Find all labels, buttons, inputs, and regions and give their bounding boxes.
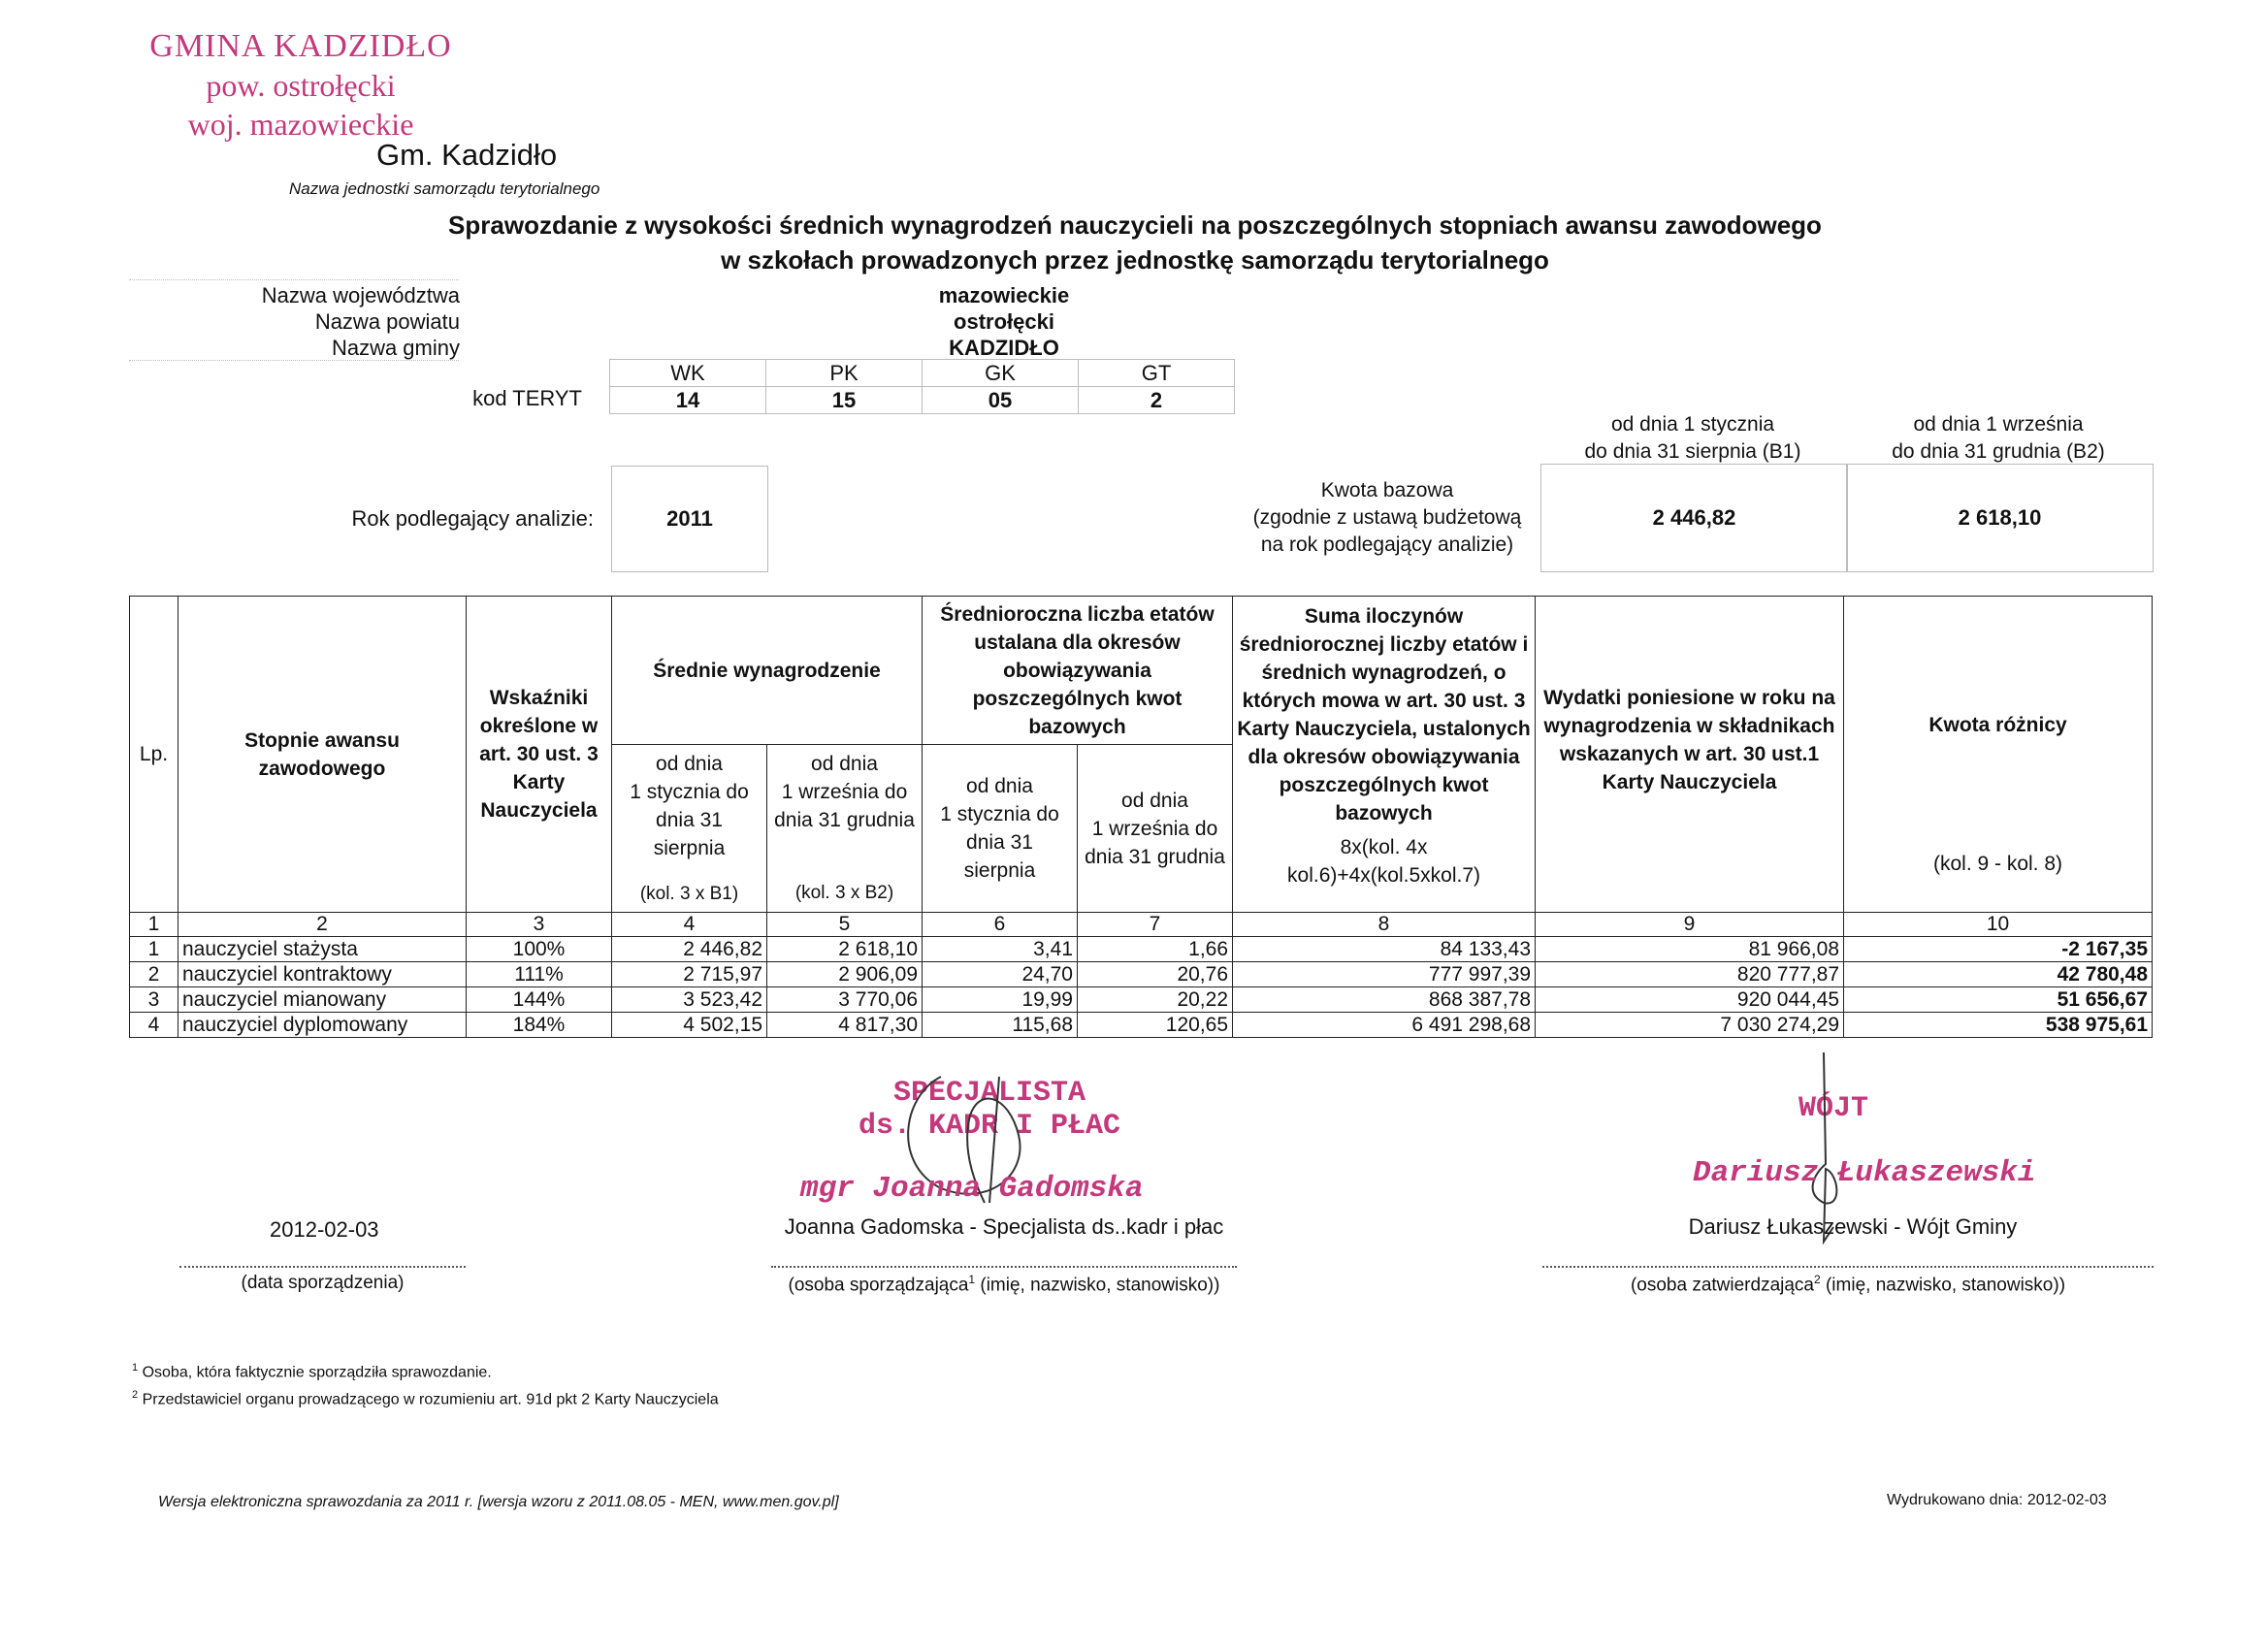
footnote-1-mark: 1 <box>132 1362 139 1374</box>
col-number: 6 <box>923 913 1078 937</box>
footnote-2 <box>132 1389 719 1408</box>
teryt-value-pk: 15 <box>766 387 923 414</box>
cell-et-b2: 1,66 <box>1078 937 1233 962</box>
cell-roznica: 538 975,61 <box>1844 1013 2153 1038</box>
cell-sr-b1: 2 446,82 <box>612 937 767 962</box>
cell-sr-b2: 4 817,30 <box>767 1013 923 1038</box>
teryt-label: kod TERYT <box>472 386 582 410</box>
cell-lp: 3 <box>130 987 178 1013</box>
preparer-caption-b: (imię, nazwisko, stanowisko)) <box>975 1275 1220 1296</box>
preparer-caption <box>747 1273 1261 1296</box>
approver-caption-sup: 2 <box>1814 1273 1821 1286</box>
kwota-bazowa-label: Kwota bazowa (zgodnie z ustawą budżetową na rok podlegający analizie) <box>1252 479 1522 556</box>
header-etaty: Średnioroczna liczba etatów ustalana dla okresów obowiązywania poszczególnych kwot bazowych <box>923 597 1233 745</box>
cell-sr-b2: 3 770,06 <box>767 987 923 1013</box>
teryt-value-gk: 05 <box>923 387 1079 414</box>
cell-wydatki: 920 044,45 <box>1536 987 1844 1013</box>
cell-et-b1: 24,70 <box>923 962 1078 987</box>
footer-version: Wersja elektroniczna sprawozdania za 2011 r. [wersja wzoru z 2011.08.05 - MEN, www.men.gov.pl] <box>158 1494 839 1510</box>
report-title <box>291 208 1979 277</box>
cell-sr-b2: 2 906,09 <box>767 962 923 987</box>
report-title-line1: Sprawozdanie z wysokości średnich wynagrodzeń nauczycieli na poszczególnych stopniach awansu zawodowego <box>448 210 1822 240</box>
pow-value: ostrołęcki <box>954 309 1054 334</box>
cell-et-b2: 20,22 <box>1078 987 1233 1013</box>
cell-suma: 777 997,39 <box>1233 962 1536 987</box>
cell-stopien: nauczyciel mianowany <box>178 987 467 1013</box>
gmina-label: Nazwa gminy <box>331 336 460 360</box>
teryt-value-gt: 2 <box>1079 387 1235 414</box>
col-number: 9 <box>1536 913 1844 937</box>
cell-stopien: nauczyciel dyplomowany <box>178 1013 467 1038</box>
column-number-row <box>130 913 2153 937</box>
cell-et-b1: 3,41 <box>923 937 1078 962</box>
date-value: 2012-02-03 <box>270 1217 379 1242</box>
header-sr-b2 <box>767 745 923 913</box>
col-number: 10 <box>1844 913 2153 937</box>
header-suma-text: Suma iloczynów średniorocznej liczby etatów i średnich wynagrodzeń, o których mowa w art. 30 ust. 3 Karty Nauczyciela, ustalonych dla okresów obowiązywania poszczególnych kwot bazowych <box>1237 605 1531 824</box>
gmina-value: KADZIDŁO <box>949 336 1059 360</box>
cell-roznica: 51 656,67 <box>1844 987 2153 1013</box>
preparer-dotted-line <box>771 1266 1237 1268</box>
approver-caption-b: (imię, nazwisko, stanowisko)) <box>1820 1275 2066 1296</box>
col-number: 5 <box>767 913 923 937</box>
gmina-stamp-line1: GMINA KADZIDŁO <box>149 28 452 64</box>
cell-wskaznik: 111% <box>467 962 612 987</box>
approver-value: Dariusz Łukaszewski - Wójt Gminy <box>1688 1214 2018 1239</box>
approver-caption-a: (osoba zatwierdzająca <box>1630 1275 1814 1296</box>
cell-lp: 1 <box>130 937 178 962</box>
teryt-header-wk: WK <box>610 360 766 387</box>
header-sr-b1-text: od dnia 1 stycznia do dnia 31 sierpnia <box>630 752 749 859</box>
cell-sr-b1: 4 502,15 <box>612 1013 767 1038</box>
preparer-caption-sup: 1 <box>968 1273 976 1286</box>
header-suma-formula: 8x(kol. 4x kol.6)+4x(kol.5xkol.7) <box>1287 836 1481 887</box>
date-caption: (data sporządzenia) <box>241 1273 405 1293</box>
header-roznica-text: Kwota różnicy <box>1928 714 2067 736</box>
header-roznica <box>1844 597 2153 913</box>
footnote-1-text: Osoba, która faktycznie sporządziła sprawozdanie. <box>138 1364 492 1381</box>
cell-sr-b1: 3 523,42 <box>612 987 767 1013</box>
salary-table <box>129 596 2153 1038</box>
cell-roznica: -2 167,35 <box>1844 937 2153 962</box>
specjalista-stamp-line2: ds. KADR I PŁAC <box>858 1110 1121 1143</box>
teryt-value-wk: 14 <box>610 387 766 414</box>
woj-value: mazowieckie <box>938 283 1070 307</box>
teryt-header-gt: GT <box>1079 360 1235 387</box>
col-number: 1 <box>130 913 178 937</box>
cell-suma: 84 133,43 <box>1233 937 1536 962</box>
date-dotted-line <box>179 1266 466 1268</box>
col-number: 4 <box>612 913 767 937</box>
header-sr-b1 <box>612 745 767 913</box>
wojt-stamp-title: WÓJT <box>1798 1092 1868 1125</box>
header-sr-b1-kol: (kol. 3 x B1) <box>639 883 739 904</box>
header-wskazniki: Wskaźniki określone w art. 30 ust. 3 Karty Nauczyciela <box>467 597 612 913</box>
cell-wydatki: 820 777,87 <box>1536 962 1844 987</box>
footnote-2-mark: 2 <box>132 1389 139 1401</box>
cell-suma: 868 387,78 <box>1233 987 1536 1013</box>
header-et-b1: od dnia 1 stycznia do dnia 31 sierpnia <box>923 745 1078 913</box>
cell-suma: 6 491 298,68 <box>1233 1013 1536 1038</box>
specjalista-stamp-line1: SPECJALISTA <box>892 1077 1086 1110</box>
wojt-stamp-name: Dariusz Łukaszewski <box>1693 1156 2036 1190</box>
cell-stopien: nauczyciel stażysta <box>178 937 467 962</box>
table-row <box>130 1013 2153 1038</box>
header-srednie: Średnie wynagrodzenie <box>612 597 923 745</box>
col-number: 3 <box>467 913 612 937</box>
header-stopnie: Stopnie awansu zawodowego <box>178 597 467 913</box>
cell-sr-b1: 2 715,97 <box>612 962 767 987</box>
year-label: Rok podlegający analizie: <box>351 506 594 531</box>
table-row <box>130 962 2153 987</box>
gmina-stamp <box>126 27 475 144</box>
header-suma <box>1233 597 1536 913</box>
preparer-value: Joanna Gadomska - Specjalista ds..kadr i płac <box>784 1214 1224 1239</box>
unit-caption: Nazwa jednostki samorządu terytorialnego <box>289 179 600 198</box>
teryt-header-gk: GK <box>923 360 1079 387</box>
cell-stopien: nauczyciel kontraktowy <box>178 962 467 987</box>
unit-name: Gm. Kadzidło <box>376 138 558 172</box>
cell-wskaznik: 144% <box>467 987 612 1013</box>
pow-label: Nazwa powiatu <box>314 309 460 334</box>
cell-sr-b2: 2 618,10 <box>767 937 923 962</box>
kwota-b2-value: 2 618,10 <box>1846 464 2154 572</box>
period-b1: od dnia 1 stycznia do dnia 31 sierpnia (B1) <box>1584 413 1801 463</box>
approver-dotted-line <box>1542 1266 2154 1268</box>
year-value: 2011 <box>611 466 768 572</box>
cell-et-b2: 20,76 <box>1078 962 1233 987</box>
cell-et-b1: 115,68 <box>923 1013 1078 1038</box>
table-row <box>130 987 2153 1013</box>
admin-values <box>863 282 1145 361</box>
col-number: 8 <box>1233 913 1536 937</box>
preparer-caption-a: (osoba sporządzająca <box>788 1275 969 1296</box>
teryt-header-pk: PK <box>766 360 923 387</box>
col-number: 2 <box>178 913 467 937</box>
woj-label: Nazwa województwa <box>261 283 460 307</box>
approver-caption <box>1542 1273 2154 1296</box>
gmina-stamp-line3: woj. mazowieckie <box>187 107 414 142</box>
footnote-1 <box>132 1362 492 1381</box>
cell-roznica: 42 780,48 <box>1844 962 2153 987</box>
header-et-b2: od dnia 1 września do dnia 31 grudnia <box>1078 745 1233 913</box>
kwota-b1-value: 2 446,82 <box>1540 464 1848 572</box>
gmina-stamp-line2: pow. ostrołęcki <box>206 68 396 103</box>
report-title-line2: w szkołach prowadzonych przez jednostkę samorządu terytorialnego <box>721 245 1549 275</box>
cell-lp: 2 <box>130 962 178 987</box>
cell-wskaznik: 100% <box>467 937 612 962</box>
cell-et-b1: 19,99 <box>923 987 1078 1013</box>
header-wydatki: Wydatki poniesione w roku na wynagrodzenia w składnikach wskazanych w art. 30 ust.1 Karty Nauczyciela <box>1536 597 1844 913</box>
cell-wydatki: 7 030 274,29 <box>1536 1013 1844 1038</box>
header-roznica-kol: (kol. 9 - kol. 8) <box>1932 853 2063 875</box>
footer-printed: Wydrukowano dnia: 2012-02-03 <box>1887 1492 2107 1508</box>
header-lp: Lp. <box>130 597 178 913</box>
specjalista-stamp-name: mgr Joanna Gadomska <box>800 1172 1144 1206</box>
admin-labels <box>136 282 460 361</box>
footnote-2-text: Przedstawiciel organu prowadzącego w rozumieniu art. 91d pkt 2 Karty Nauczyciela <box>138 1391 719 1408</box>
cell-wskaznik: 184% <box>467 1013 612 1038</box>
teryt-table <box>609 359 1235 414</box>
table-row <box>130 937 2153 962</box>
cell-et-b2: 120,65 <box>1078 1013 1233 1038</box>
cell-wydatki: 81 966,08 <box>1536 937 1844 962</box>
header-sr-b2-kol: (kol. 3 x B2) <box>794 883 894 903</box>
header-sr-b2-text: od dnia 1 września do dnia 31 grudnia <box>774 753 915 831</box>
period-b2: od dnia 1 września do dnia 31 grudnia (B2) <box>1892 413 2105 463</box>
cell-lp: 4 <box>130 1013 178 1038</box>
col-number: 7 <box>1078 913 1233 937</box>
